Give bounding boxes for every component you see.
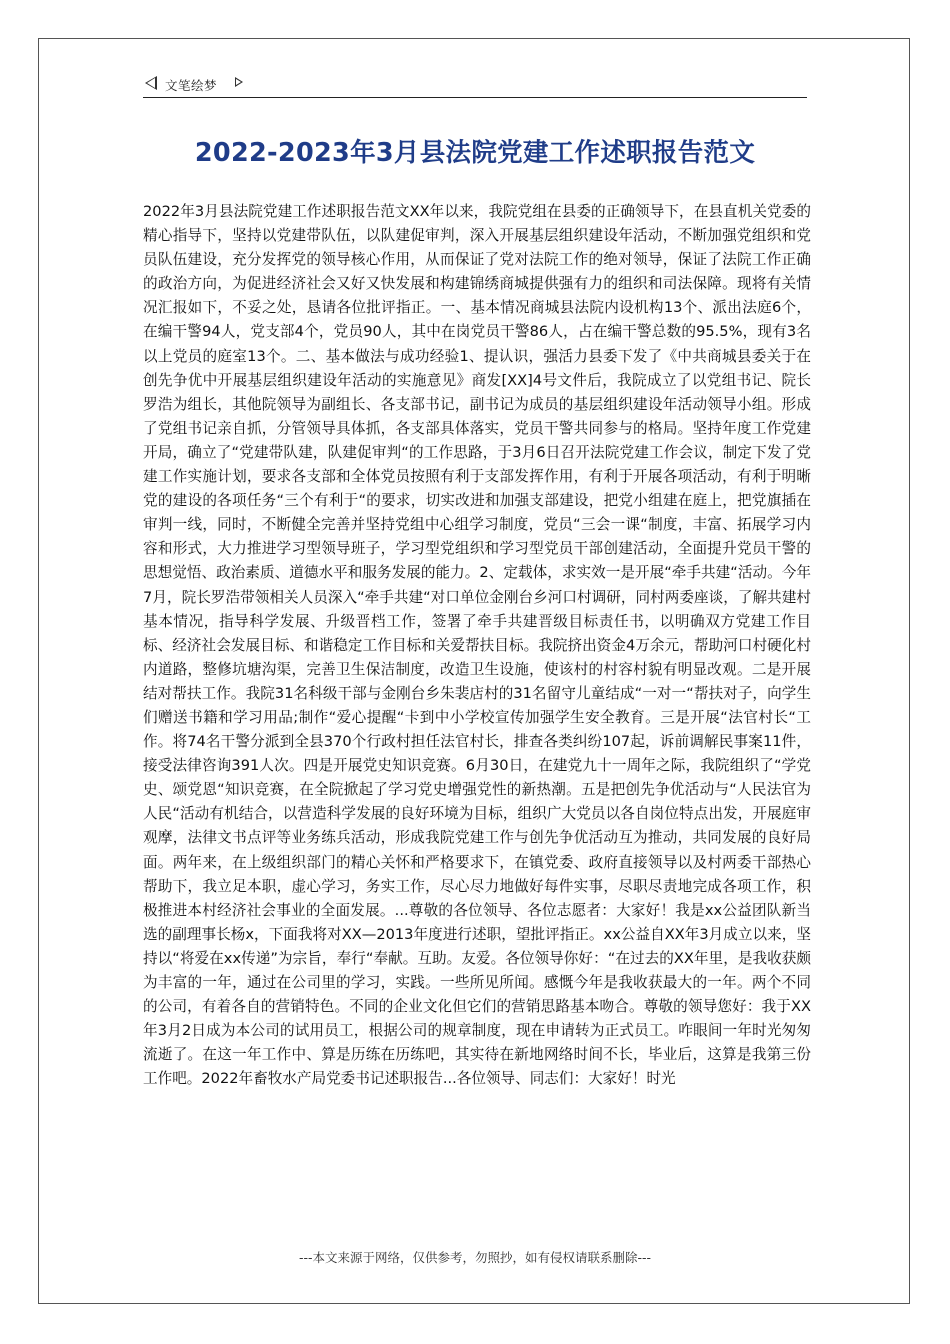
footer-notice: ---本文来源于网络，仅供参考，勿照抄，如有侵权请联系删除--- xyxy=(298,1250,652,1265)
brand-label: 文笔绘梦 xyxy=(165,78,218,93)
triangle-left-icon xyxy=(145,76,157,90)
document-title: 2022-2023年3月县法院党建工作述职报告范文 xyxy=(194,138,756,168)
document-body: 2022年3月县法院党建工作述职报告范文XX年以来，我院党组在县委的正确领导下，在县直机关党委的精心指导下，坚持以党建带队伍，以队建促审判，深入开展基层组织建设年活动，不断加强党组织和党员队伍建设，充分发挥党的领导核心作用，从而保证了党对法院工作的绝对领导，保证了法院工作正确的政治方向，为促进经济社会又好又快发展和构建锦绣商城提供强有力的组织和司法保障。现将有关情况汇报如下，不妥之处，恳请各位批评指正。一、基本情况商城县法院内设机构13个、派出法庭6个，在编干警94人，党支部4个，党员90人，其中在岗党员干警86人，占在编干警总数的95.5%，现有3名以上党员的庭室13个。二、基本做法与成功经验1、提认识，强活力县委下发了《中共商城县委关于在创先争优中开展基层组织建设年活动的实施意见》商发[XX]4号文件后，我院成立了以党组书记、院长罗浩为组长，其他院领导为副组长、各支部书记，副书记为成员的基层组织建设年活动领导小组。形成了党组书记亲自抓，分管领导具体抓，各支部具体落实，党员干警共同参与的格局。坚持年度工作党建开局，确立了“党建带队建，队建促审判“的工作思路，于3月6日召开法院党建工作会议，制定下发了党建工作实施计划，要求各支部和全体党员按照有利于支部发挥作用，有利于开展各项活动，有利于明晰党的建设的各项任务“三个有利于“的要求，切实改进和加强支部建设，把党小组建在庭上，把党旗插在审判一线，同时，不断健全完善并坚持党组中心组学习制度，党员“三会一课“制度，丰富、拓展学习内容和形式，大力推进学习型领导班子，学习型党组织和学习型党员干部创建活动，全面提升党员干警的思想觉悟、政治素质、道德水平和服务发展的能力。2、定载体，求实效一是开展“牵手共建“活动。今年7月，院长罗浩带领相关人员深入“牵手共建“对口单位金刚台乡河口村调研，同村两委座谈，了解共建村基本情况，指导科学发展、升级晋档工作，签署了牵手共建晋级目标责任书，以明确双方党建工作目标、经济社会发展目标、和谐稳定工作目标和关爱帮扶目标。我院挤出资金4万余元，帮助河口村硬化村内道路，整修坑塘沟渠，完善卫生保洁制度，改造卫生设施，使该村的村容村貌有明显改观。二是开展结对帮扶工作。我院31名科级干部与金刚台乡朱裴店村的31名留守儿童结成“一对一“帮扶对子，向学生们赠送书籍和学习用品;制作“爱心提醒“卡到中小学校宣传加强学生安全教育。三是开展“法官村长“工作。将74名干警分派到全县370个行政村担任法官村长，排查各类纠纷107起，诉前调解民事案11件，接受法律咨询391人次。四是开展党史知识竞赛。6月30日，在建党九十一周年之际，我院组织了“学党史、颂党恩“知识竞赛，在全院掀起了学习党史增强党性的新热潮。五是把创先争优活动与“人民法官为人民“活动有机结合，以营造科学发展的良好环境为目标，组织广大党员以各自岗位特点出发，开展庭审观摩，法律文书点评等业务练兵活动，形成我院党建工作与创先争优活动互为推动，共同发展的良好局面。两年来，在上级组织部门的精心关怀和严格要求下，在镇党委、政府直接领导以及村两委干部热心帮助下，我立足本职，虚心学习，务实工作，尽心尽力地做好每件实事，尽职尽责地完成各项工作，积极推进本村经济社会事业的全面发展。...尊敬的各位领导、各位志愿者：大家好！我是xx公益团队新当选的副理事长杨x，下面我将对XX—2013年度进行述职，望批评指正。xx公益自XX年3月成立以来，坚持以“将爱在xx传递”为宗旨，奉行“奉献。互助。友爱。各位领导你好：“在过去的XX年里，是我收获颇为丰富的一年，通过在公司里的学习，实践。一些所见所闻。感慨今年是我收获最大的一年。两个不同的公司，有着各自的营销特色。不同的企业文化但它们的营销思路基本吻合。尊敬的领导您好：我于XX年3月2日成为本公司的试用员工，根据公司的规章制度，现在申请转为正式员工。咋眼间一年时光匆匆流逝了。在这一年工作中、算是历练在历练吧，其实待在新地网络时间不长，毕业后，这算是我第三份工作吧。2022年畜牧水产局党委书记述职报告...各位领导、同志们：大家好！时光 xyxy=(143,203,811,1088)
triangle-right-icon xyxy=(235,77,243,87)
page-header xyxy=(143,72,807,98)
